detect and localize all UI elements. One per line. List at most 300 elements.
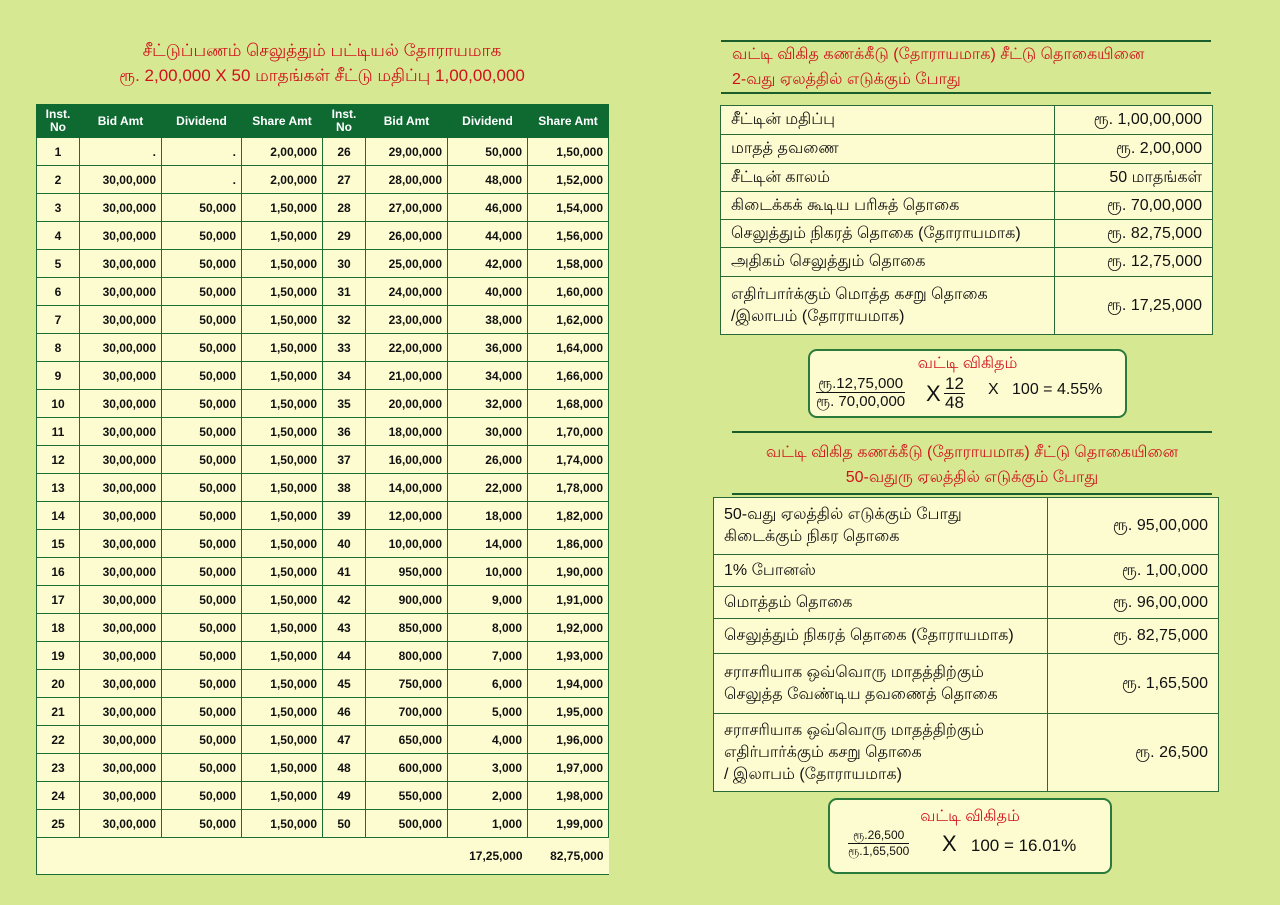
table-cell: 50,000 [162,418,242,446]
section2-formula-denominator: ரூ.1,65,500 [848,844,910,858]
table-cell: 40,000 [448,278,528,306]
info-row [721,106,1213,135]
table-cell: 50,000 [162,642,242,670]
table-cell: 30,00,000 [80,614,162,642]
info-row [714,587,1219,619]
table-cell: 47 [323,726,366,754]
table-cell: 26,00,000 [366,222,448,250]
table-cell: 38,000 [448,306,528,334]
totals-spacer [37,838,448,875]
table-cell: 41 [323,558,366,586]
totals-row [37,838,609,875]
table-cell: 1,93,000 [528,642,609,670]
table-cell: 30,00,000 [80,726,162,754]
table-cell: 13 [37,474,80,502]
table-cell: 28,00,000 [366,166,448,194]
table-cell: 48 [323,754,366,782]
info-value: ரூ. 82,75,000 [1055,220,1213,248]
table-row [37,782,609,810]
table-cell: 18,000 [448,502,528,530]
table-cell: 1,50,000 [242,726,323,754]
table-cell: 24 [37,782,80,810]
table-cell: 11 [37,418,80,446]
table-row [37,586,609,614]
table-cell: 50,000 [162,390,242,418]
table-cell: 50,000 [162,586,242,614]
table-cell: 48,000 [448,166,528,194]
table-cell: 50,000 [162,530,242,558]
table-cell: 30,00,000 [80,782,162,810]
table-cell: 9,000 [448,586,528,614]
table-header-row [37,105,609,138]
table-cell: 30,00,000 [80,306,162,334]
table-cell: 1,50,000 [242,278,323,306]
table-cell: 50,000 [162,698,242,726]
table-cell: 1,54,000 [528,194,609,222]
payment-schedule-table [36,104,609,875]
info-label-line: அதிகம் செலுத்தும் தொகை [731,253,926,270]
table-cell: 42,000 [448,250,528,278]
table-cell: 1,50,000 [242,446,323,474]
info-row [721,164,1213,192]
info-label-line: / இலாபம் (தோராயமாக) [724,765,902,783]
table-cell: 600,000 [366,754,448,782]
table-cell: 6 [37,278,80,306]
table-cell: 26 [323,138,366,166]
table-cell: 550,000 [366,782,448,810]
table-cell: 1,60,000 [528,278,609,306]
table-cell: 2,00,000 [242,138,323,166]
info-label-line: மாதத் தவணை [731,140,839,157]
table-row [37,558,609,586]
col-header: Dividend [162,105,242,138]
table-cell: 19 [37,642,80,670]
info-label [721,135,1055,164]
section1-month-numerator: 12 [945,374,964,393]
table-cell: 34,000 [448,362,528,390]
table-cell: 1,74,000 [528,446,609,474]
table-row [37,502,609,530]
info-row [714,654,1219,714]
table-cell: 1,56,000 [528,222,609,250]
table-row [37,642,609,670]
info-label [721,248,1055,277]
table-cell: 50,000 [162,250,242,278]
info-value: 50 மாதங்கள் [1055,164,1213,192]
table-cell: 1,66,000 [528,362,609,390]
table-cell: 38 [323,474,366,502]
table-cell: 36 [323,418,366,446]
table-cell: 3,000 [448,754,528,782]
table-cell: 7,000 [448,642,528,670]
table-cell: 1,58,000 [528,250,609,278]
info-value: ரூ. 82,75,000 [1048,619,1219,654]
table-cell: 1,50,000 [242,670,323,698]
table-cell: 1,50,000 [242,614,323,642]
table-cell: 1,70,000 [528,418,609,446]
table-cell: 30,00,000 [80,586,162,614]
info-label-line: கிடைக்கும் நிகர தொகை [724,528,900,545]
section1-title-line2: 2-வது ஏலத்தில் எடுக்கும் போது [732,71,961,88]
section2-formula-fraction [848,828,909,859]
table-cell: 20,00,000 [366,390,448,418]
table-cell: 29,00,000 [366,138,448,166]
table-cell: 850,000 [366,614,448,642]
table-cell: 1,50,000 [242,558,323,586]
table-cell: . [80,138,162,166]
table-cell: 35 [323,390,366,418]
table-row [37,166,609,194]
table-cell: 50,000 [162,670,242,698]
info-label-line: செலுத்த வேண்டிய தவணைத் தொகை [724,685,998,703]
table-row [37,138,609,166]
table-cell: 1,50,000 [242,194,323,222]
table-cell: 1,86,000 [528,530,609,558]
table-row [37,614,609,642]
table-cell: 30,00,000 [80,642,162,670]
table-cell: 42 [323,586,366,614]
section1-bottom-rule [721,92,1211,94]
table-cell: 1,50,000 [242,586,323,614]
section1-times-sign: X [926,381,941,406]
table-cell: 1,99,000 [528,810,609,838]
table-cell: 9 [37,362,80,390]
table-cell: 1,64,000 [528,334,609,362]
table-cell: 2 [37,166,80,194]
info-value: ரூ. 12,75,000 [1055,248,1213,277]
section1-title-line1: வட்டி விகித கணக்கீடு (தோராயமாக) சீட்டு தொகையினை [732,46,1145,63]
table-cell: 50,000 [162,306,242,334]
table-cell: 14,00,000 [366,474,448,502]
section2-formula-numerator: ரூ.26,500 [848,828,909,844]
table-cell: 10,00,000 [366,530,448,558]
table-cell: 1,52,000 [528,166,609,194]
table-cell: 50,000 [162,222,242,250]
table-cell: 39 [323,502,366,530]
info-row [721,192,1213,220]
table-cell: 25 [37,810,80,838]
table-cell: 21,00,000 [366,362,448,390]
section2-title [732,440,1212,490]
table-cell: 24,00,000 [366,278,448,306]
table-cell: 16 [37,558,80,586]
table-cell: 27,00,000 [366,194,448,222]
table-cell: 30,00,000 [80,698,162,726]
info-row [714,498,1219,555]
info-value: ரூ. 95,00,000 [1048,498,1219,555]
table-row [37,306,609,334]
table-cell: 43 [323,614,366,642]
table-cell: 30,00,000 [80,670,162,698]
table-row [37,726,609,754]
table-cell: 2,000 [448,782,528,810]
table-cell: 1,97,000 [528,754,609,782]
table-cell: 30,00,000 [80,474,162,502]
info-value: ரூ. 2,00,000 [1055,135,1213,164]
table-cell: 32 [323,306,366,334]
table-cell: . [162,166,242,194]
info-label-line: சராசரியாக ஒவ்வொரு மாதத்திற்கும் [724,721,984,739]
table-cell: 1,96,000 [528,726,609,754]
info-label-line: சீட்டின் மதிப்பு [731,111,836,128]
info-value: ரூ. 1,65,500 [1048,654,1219,714]
info-label [714,498,1048,555]
left-title-line2: ரூ. 2,00,000 X 50 மாதங்கள் சீட்டு மதிப்பு 1,00,00,000 [119,66,525,85]
table-cell: 50,000 [448,138,528,166]
total-dividend: 17,25,000 [448,838,528,875]
col-header: Bid Amt [80,105,162,138]
table-cell: 30,00,000 [80,446,162,474]
table-cell: 32,000 [448,390,528,418]
table-cell: 22 [37,726,80,754]
table-cell: 23,00,000 [366,306,448,334]
table-cell: 50,000 [162,334,242,362]
col-header: Share Amt [242,105,323,138]
info-row [721,248,1213,277]
info-label-line: செலுத்தும் நிகரத் தொகை (தோராயமாக) [731,224,1021,242]
section1-formula-fraction [816,375,905,410]
section2-table [713,497,1219,792]
col-header: Inst. No [323,105,366,138]
table-cell: 37 [323,446,366,474]
table-cell: 20 [37,670,80,698]
section2-top-rule [732,431,1212,433]
total-share: 82,75,000 [528,838,609,875]
info-value: ரூ. 1,00,000 [1048,555,1219,587]
table-cell: 49 [323,782,366,810]
info-label [721,277,1055,335]
info-label-line: கிடைக்கக் கூடிய பரிசுத் தொகை [731,196,960,214]
table-row [37,250,609,278]
table-cell: 1,50,000 [242,642,323,670]
section1-formula-result: 100 = 4.55% [1012,381,1103,398]
table-cell: 31 [323,278,366,306]
info-label [714,714,1048,792]
info-label-line: 1% போனஸ் [724,561,816,579]
info-label-line: மொத்தம் தொகை [724,593,853,611]
table-cell: 700,000 [366,698,448,726]
info-label-line: எதிர்பார்க்கும் கசறு தொகை [724,743,922,761]
info-label-line: எதிர்பார்க்கும் மொத்த கசறு தொகை [731,285,988,303]
table-cell: 30,00,000 [80,754,162,782]
table-cell: 1,62,000 [528,306,609,334]
col-header: Share Amt [528,105,609,138]
table-cell: 2,00,000 [242,166,323,194]
table-cell: 950,000 [366,558,448,586]
table-cell: 44 [323,642,366,670]
table-cell: 22,000 [448,474,528,502]
table-cell: 18,00,000 [366,418,448,446]
table-cell: 1,91,000 [528,586,609,614]
table-cell: 1,50,000 [242,754,323,782]
table-cell: 10 [37,390,80,418]
section2-formula-box [828,798,1112,874]
table-cell: 750,000 [366,670,448,698]
table-cell: 14,000 [448,530,528,558]
section2-formula-result: 100 = 16.01% [970,836,1077,855]
table-row [37,530,609,558]
table-row [37,446,609,474]
section2-formula-title: வட்டி விகிதம் [920,808,1020,825]
table-cell: 3 [37,194,80,222]
table-cell: 7 [37,306,80,334]
section1-times-sign-2: X [988,381,999,398]
table-cell: 30,00,000 [80,390,162,418]
table-cell: 30,00,000 [80,222,162,250]
table-cell: 50,000 [162,754,242,782]
table-cell: 1,50,000 [242,250,323,278]
table-row [37,698,609,726]
table-cell: 27 [323,166,366,194]
section1-month-denominator: 48 [945,393,964,412]
info-value: ரூ. 1,00,00,000 [1055,106,1213,135]
info-row [721,135,1213,164]
table-row [37,418,609,446]
table-row [37,670,609,698]
table-cell: 1,50,000 [242,418,323,446]
left-title-line1: சீட்டுப்பணம் செலுத்தும் பட்டியல் தோராயமாக [142,41,502,60]
table-cell: 50,000 [162,726,242,754]
table-cell: 1,50,000 [528,138,609,166]
info-label [721,192,1055,220]
section1-table [720,105,1213,335]
table-cell: 10,000 [448,558,528,586]
info-row [714,619,1219,654]
info-value: ரூ. 17,25,000 [1055,277,1213,335]
info-label [714,587,1048,619]
table-cell: 800,000 [366,642,448,670]
section2-bottom-rule [732,493,1212,495]
table-cell: 1,78,000 [528,474,609,502]
table-cell: 15 [37,530,80,558]
table-cell: 1,000 [448,810,528,838]
table-cell: 30,00,000 [80,362,162,390]
table-cell: 12,00,000 [366,502,448,530]
table-cell: 34 [323,362,366,390]
table-cell: 500,000 [366,810,448,838]
table-cell: 23 [37,754,80,782]
table-cell: 50,000 [162,278,242,306]
col-header: Bid Amt [366,105,448,138]
table-cell: 30 [323,250,366,278]
info-label [714,654,1048,714]
info-label-line: செலுத்தும் நிகரத் தொகை (தோராயமாக) [724,627,1014,644]
table-cell: 1,68,000 [528,390,609,418]
table-cell: 30,00,000 [80,502,162,530]
info-label-line: சீட்டின் காலம் [731,168,831,186]
table-cell: 16,00,000 [366,446,448,474]
table-cell: 1 [37,138,80,166]
col-header: Inst. No [37,105,80,138]
table-row [37,194,609,222]
info-label [714,619,1048,654]
table-cell: 1,50,000 [242,362,323,390]
table-cell: 900,000 [366,586,448,614]
table-cell: 30,00,000 [80,250,162,278]
table-cell: 22,00,000 [366,334,448,362]
table-cell: 30,00,000 [80,278,162,306]
info-row [721,220,1213,248]
table-cell: 5,000 [448,698,528,726]
table-cell: 1,50,000 [242,782,323,810]
info-label-line: /இலாபம் (தோராயமாக) [731,307,905,325]
info-label [714,555,1048,587]
info-value: ரூ. 96,00,000 [1048,587,1219,619]
info-label [721,164,1055,192]
table-cell: 4,000 [448,726,528,754]
table-cell: 1,98,000 [528,782,609,810]
table-cell: 650,000 [366,726,448,754]
table-cell: 21 [37,698,80,726]
table-cell: 6,000 [448,670,528,698]
table-cell: 50,000 [162,502,242,530]
section1-formula-title: வட்டி விகிதம் [917,355,1018,372]
table-cell: 50,000 [162,558,242,586]
table-cell: 50,000 [162,362,242,390]
section2-times-sign: X [942,831,957,856]
col-header: Dividend [448,105,528,138]
info-row [714,714,1219,792]
table-cell: 1,50,000 [242,502,323,530]
section2-title-line1: வட்டி விகித கணக்கீடு (தோராயமாக) சீட்டு தொகையினை [765,444,1179,461]
section2-title-line2: 50-வதுரு ஏலத்தில் எடுக்கும் போது [845,469,1099,486]
info-row [714,555,1219,587]
table-row [37,810,609,838]
info-label-line: 50-வது ஏலத்தில் எடுக்கும் போது [724,506,962,523]
table-cell: 50,000 [162,782,242,810]
table-cell: 45 [323,670,366,698]
info-value: ரூ. 26,500 [1048,714,1219,792]
table-cell: 4 [37,222,80,250]
table-cell: 1,50,000 [242,698,323,726]
table-cell: 12 [37,446,80,474]
table-cell: 8 [37,334,80,362]
table-cell: 1,50,000 [242,810,323,838]
info-row [721,277,1213,335]
table-cell: 30,00,000 [80,810,162,838]
info-label [721,220,1055,248]
table-cell: . [162,138,242,166]
table-cell: 30,00,000 [80,418,162,446]
table-row [37,474,609,502]
table-cell: 30,00,000 [80,530,162,558]
table-cell: 5 [37,250,80,278]
table-cell: 30,00,000 [80,166,162,194]
table-cell: 50 [323,810,366,838]
table-cell: 30,00,000 [80,194,162,222]
table-cell: 50,000 [162,446,242,474]
table-cell: 14 [37,502,80,530]
table-cell: 33 [323,334,366,362]
table-cell: 29 [323,222,366,250]
table-cell: 30,00,000 [80,334,162,362]
table-cell: 1,95,000 [528,698,609,726]
table-row [37,222,609,250]
table-cell: 1,82,000 [528,502,609,530]
table-cell: 1,92,000 [528,614,609,642]
info-label-line: சராசரியாக ஒவ்வொரு மாதத்திற்கும் [724,663,984,681]
table-cell: 18 [37,614,80,642]
table-row [37,754,609,782]
table-cell: 1,50,000 [242,334,323,362]
table-cell: 50,000 [162,194,242,222]
table-cell: 1,50,000 [242,222,323,250]
table-cell: 1,94,000 [528,670,609,698]
table-cell: 46,000 [448,194,528,222]
section1-formula-denominator: ரூ. 70,00,000 [816,393,906,410]
table-cell: 1,50,000 [242,306,323,334]
table-row [37,362,609,390]
